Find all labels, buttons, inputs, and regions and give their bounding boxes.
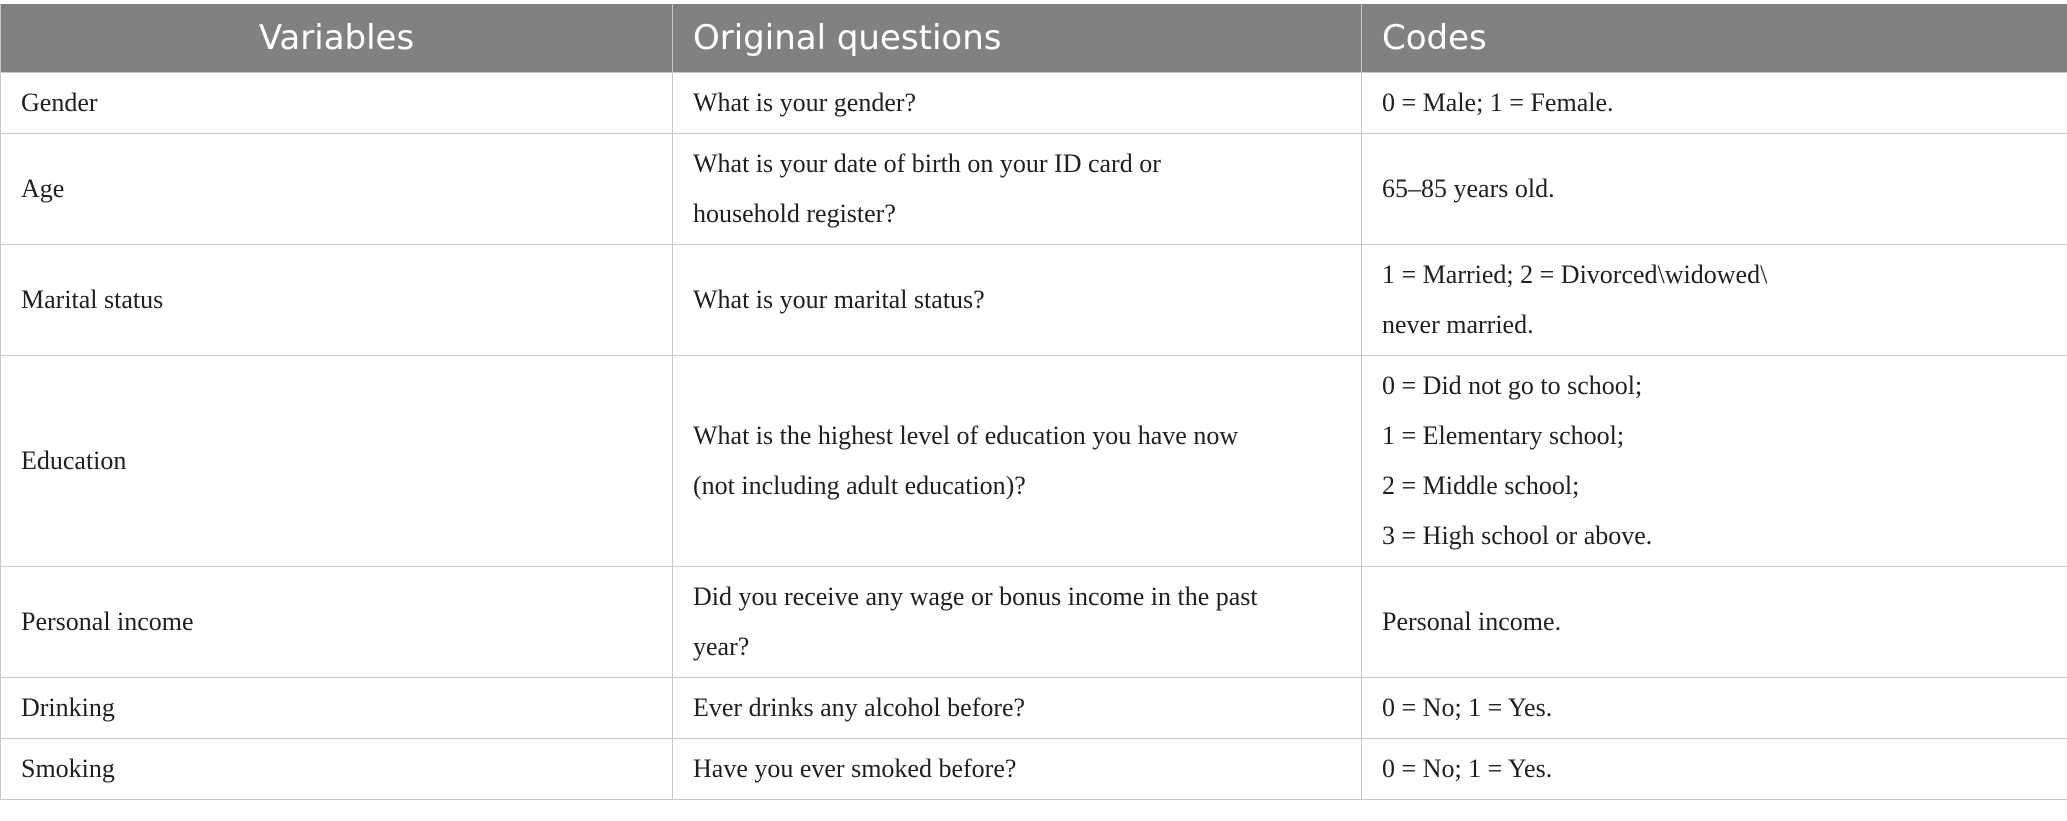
question-cell: [673, 739, 1362, 800]
variable-cell: [1, 134, 673, 245]
question-cell: [673, 73, 1362, 134]
header-codes: Codes: [1362, 4, 2067, 73]
table-row: [1, 134, 2067, 245]
table-row: [1, 356, 2067, 567]
table-body: [1, 73, 2067, 800]
codes-cell: [1362, 739, 2067, 800]
variables-table: [0, 4, 2067, 800]
question-line: Ever drinks any alcohol before?: [693, 693, 1026, 722]
question-line: year?: [693, 632, 750, 661]
question-cell: [673, 567, 1362, 678]
variable-name: Education: [21, 446, 127, 475]
question-line: (not including adult education)?: [693, 471, 1026, 500]
code-line: 65–85 years old.: [1382, 174, 1555, 203]
code-line: 1 = Elementary school;: [1382, 421, 1625, 450]
question-line: What is your date of birth on your ID card or: [693, 149, 1161, 178]
header-original-questions: Original questions: [673, 4, 1362, 73]
variable-cell: [1, 73, 673, 134]
header-row: [1, 4, 2067, 73]
codes-cell: [1362, 567, 2067, 678]
variable-cell: [1, 356, 673, 567]
variable-name: Drinking: [21, 693, 115, 722]
codes-cell: [1362, 134, 2067, 245]
table-row: [1, 739, 2067, 800]
codes-cell: [1362, 245, 2067, 356]
question-line: What is your gender?: [693, 88, 917, 117]
question-line: Did you receive any wage or bonus income in the past: [693, 582, 1258, 611]
code-line: 3 = High school or above.: [1382, 521, 1653, 550]
variable-name: Gender: [21, 88, 98, 117]
variable-cell: [1, 678, 673, 739]
table-row: [1, 678, 2067, 739]
variable-name: Personal income: [21, 607, 194, 636]
variable-cell: [1, 567, 673, 678]
variable-cell: [1, 245, 673, 356]
code-line: 0 = No; 1 = Yes.: [1382, 754, 1553, 783]
code-line: 0 = Did not go to school;: [1382, 371, 1643, 400]
table-row: [1, 567, 2067, 678]
header-variables: Variables: [1, 4, 673, 73]
question-line: What is your marital status?: [693, 285, 985, 314]
code-line: 1 = Married; 2 = Divorced\widowed\: [1382, 260, 1768, 289]
question-cell: [673, 245, 1362, 356]
code-line: Personal income.: [1382, 607, 1562, 636]
variable-name: Marital status: [21, 285, 164, 314]
code-line: 0 = Male; 1 = Female.: [1382, 88, 1614, 117]
table-header: [1, 4, 2067, 73]
codes-cell: [1362, 356, 2067, 567]
question-line: What is the highest level of education you have now: [693, 421, 1239, 450]
table-row: [1, 245, 2067, 356]
question-line: household register?: [693, 199, 896, 228]
question-cell: [673, 678, 1362, 739]
question-cell: [673, 134, 1362, 245]
code-line: 0 = No; 1 = Yes.: [1382, 693, 1553, 722]
question-line: Have you ever smoked before?: [693, 754, 1017, 783]
variable-name: Smoking: [21, 754, 115, 783]
codes-cell: [1362, 678, 2067, 739]
variable-cell: [1, 739, 673, 800]
codes-cell: [1362, 73, 2067, 134]
table-row: [1, 73, 2067, 134]
code-line: 2 = Middle school;: [1382, 471, 1580, 500]
variable-name: Age: [21, 174, 65, 203]
question-cell: [673, 356, 1362, 567]
code-line: never married.: [1382, 310, 1534, 339]
